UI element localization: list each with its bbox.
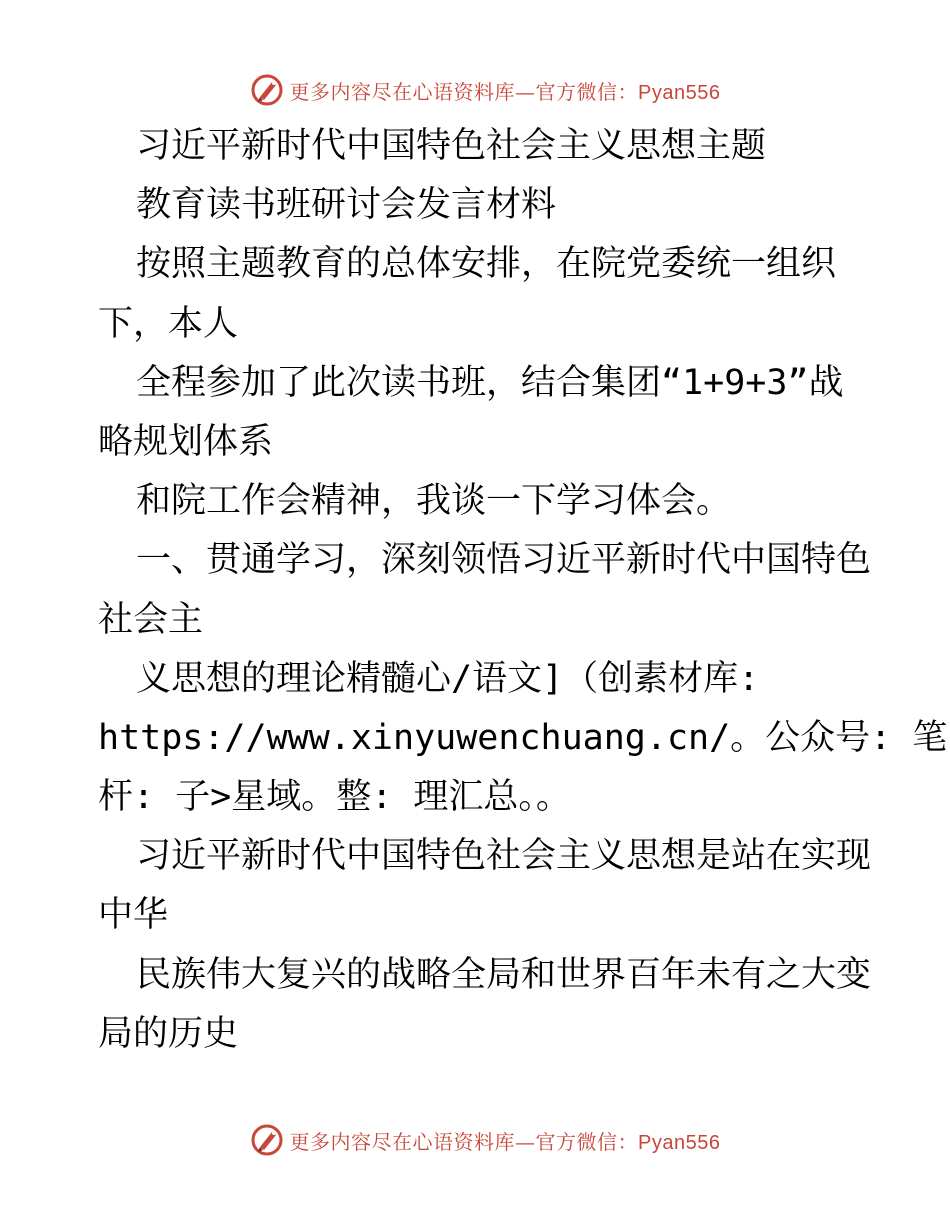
header-site-name: 更多内容尽在心语资料库 — [289, 79, 516, 104]
pen-logo-icon — [250, 73, 284, 107]
doc-line: 杆: 子>星域。整: 理汇总。。 — [98, 777, 571, 818]
doc-line: 社会主 — [98, 599, 204, 640]
doc-line-title-1: 习近平新时代中国特色社会主义思想主题 — [136, 126, 767, 166]
footer-site-name: 更多内容尽在心语资料库 — [289, 1129, 516, 1154]
doc-line: 习近平新时代中国特色社会主义思想是站在实现 — [136, 836, 872, 877]
doc-line: 民族伟大复兴的战略全局和世界百年未有之大变 — [136, 954, 872, 995]
doc-line-title-2: 教育读书班研讨会发言材料 — [136, 185, 557, 226]
pen-logo-icon — [250, 1123, 284, 1157]
doc-line: 中华 — [98, 895, 169, 936]
footer-wechat-id: Pyan556 — [638, 1131, 721, 1154]
doc-line: 义思想的理论精髓心/语文]（创素材库: — [136, 658, 760, 699]
footer-banner — [0, 1120, 950, 1160]
header-banner-content — [250, 73, 721, 107]
header-wechat-label: 官方微信： — [535, 79, 639, 104]
doc-line-url: https://www.xinyuwenchuang.cn/。公众号: 笔 — [98, 717, 948, 758]
footer-separator: — — [515, 1129, 536, 1154]
header-wechat-id: Pyan556 — [638, 81, 721, 104]
footer-banner-text — [290, 1126, 721, 1155]
doc-line: 按照主题教育的总体安排，在院党委统一组织 — [136, 244, 837, 285]
footer-banner-content — [250, 1123, 721, 1157]
header-separator: — — [515, 79, 536, 104]
document-body — [98, 117, 948, 1064]
doc-line: 全程参加了此次读书班，结合集团“1+9+3”战 — [136, 362, 844, 403]
footer-wechat-label: 官方微信： — [535, 1129, 639, 1154]
doc-line: 略规划体系 — [98, 421, 274, 462]
doc-line-section-heading: 一、贯通学习，深刻领悟习近平新时代中国特色 — [136, 540, 872, 581]
doc-line: 下，本人 — [98, 303, 239, 344]
header-banner — [0, 70, 950, 110]
header-banner-text — [290, 76, 721, 105]
doc-line: 和院工作会精神，我谈一下学习体会。 — [136, 481, 732, 522]
doc-line: 局的历史 — [98, 1013, 239, 1054]
